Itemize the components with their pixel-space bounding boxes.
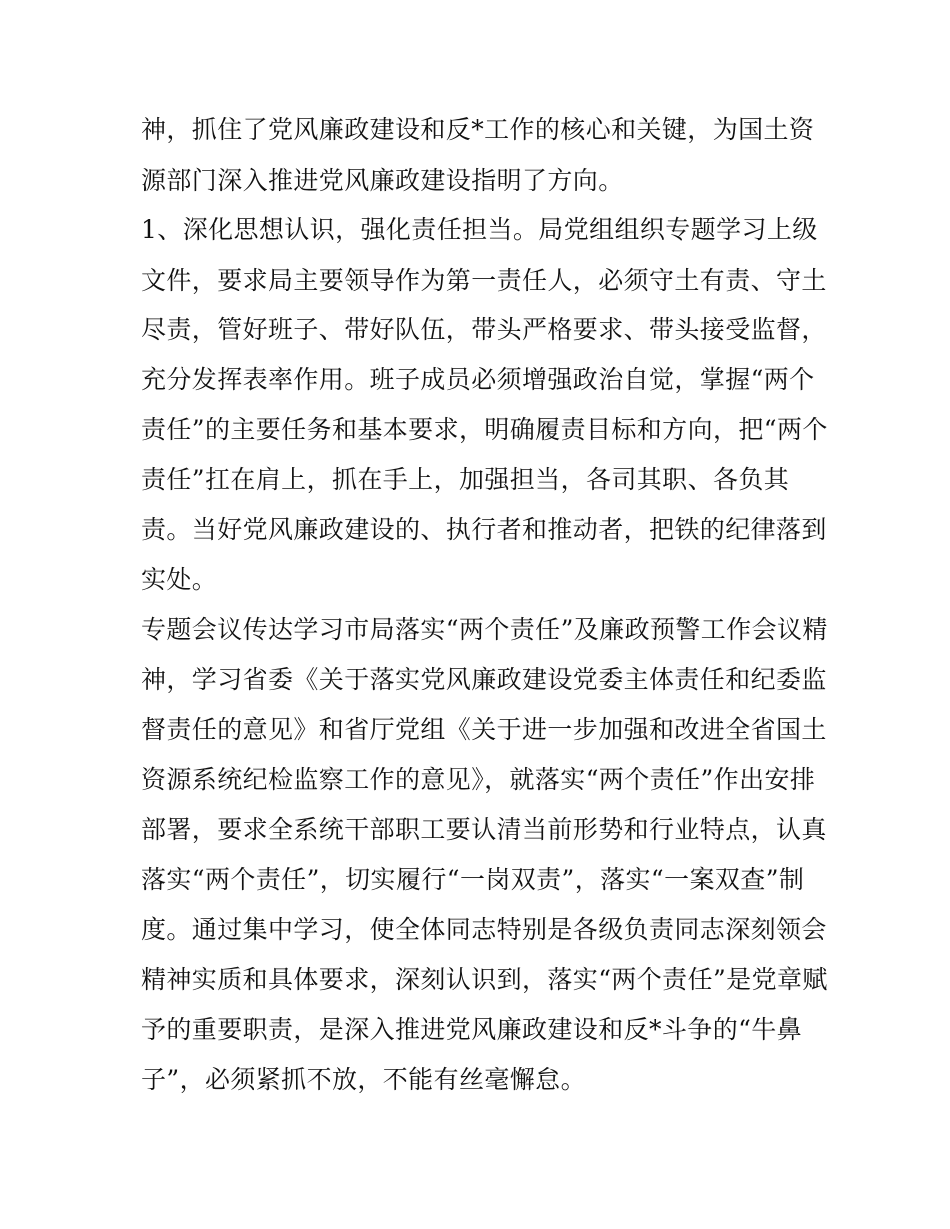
text-line: 专题会议传达学习市局落实“两个责任”及廉政预警工作会议精: [141, 615, 828, 644]
text-line: 神，学习省委《关于落实党风廉政建设党委主体责任和纪委监: [141, 665, 827, 694]
text-line: 神，抓住了党风廉政建设和反*工作的核心和关键，为国土资: [141, 115, 815, 144]
text-line: 1、深化思想认识，强化责任担当。局党组组织专题学习上级: [141, 215, 818, 244]
text-line: 文件，要求局主要领导作为第一责任人，必须守土有责、守土: [141, 266, 827, 295]
text-line: 尽责，管好班子、带好队伍，带头严格要求、带头接受监督，: [141, 315, 827, 344]
text-line: 督责任的意见》和省厅党组《关于进一步加强和改进全省国土: [141, 715, 827, 744]
text-line: 予的重要职责，是深入推进党风廉政建设和反*斗争的“牛鼻: [141, 1015, 803, 1044]
text-line: 部署，要求全系统干部职工要认清当前形势和行业特点，认真: [141, 815, 827, 844]
text-line: 子”，必须紧抓不放，不能有丝毫懈怠。: [141, 1065, 586, 1094]
text-line: 落实“两个责任”，切实履行“一岗双责”，落实“一案双查”制: [141, 865, 805, 894]
text-line: 责任”的主要任务和基本要求，明确履责目标和方向，把“两个: [141, 415, 828, 444]
text-line: 实处。: [141, 565, 218, 594]
text-line: 源部门深入推进党风廉政建设指明了方向。: [141, 166, 624, 195]
text-line: 资源系统纪检监察工作的意见》，就落实“两个责任”作出安排: [141, 765, 816, 794]
text-line: 充分发挥表率作用。班子成员必须增强政治自觉，掌握“两个: [141, 365, 815, 394]
text-line: 责任”扛在肩上，抓在手上，加强担当，各司其职、各负其: [141, 465, 790, 494]
text-line: 责。当好党风廉政建设的、执行者和推动者，把铁的纪律落到: [141, 515, 827, 544]
text-line: 度。通过集中学习，使全体同志特别是各级负责同志深刻领会: [141, 915, 827, 944]
text-line: 精神实质和具体要求，深刻认识到，落实“两个责任”是党章赋: [141, 965, 828, 994]
